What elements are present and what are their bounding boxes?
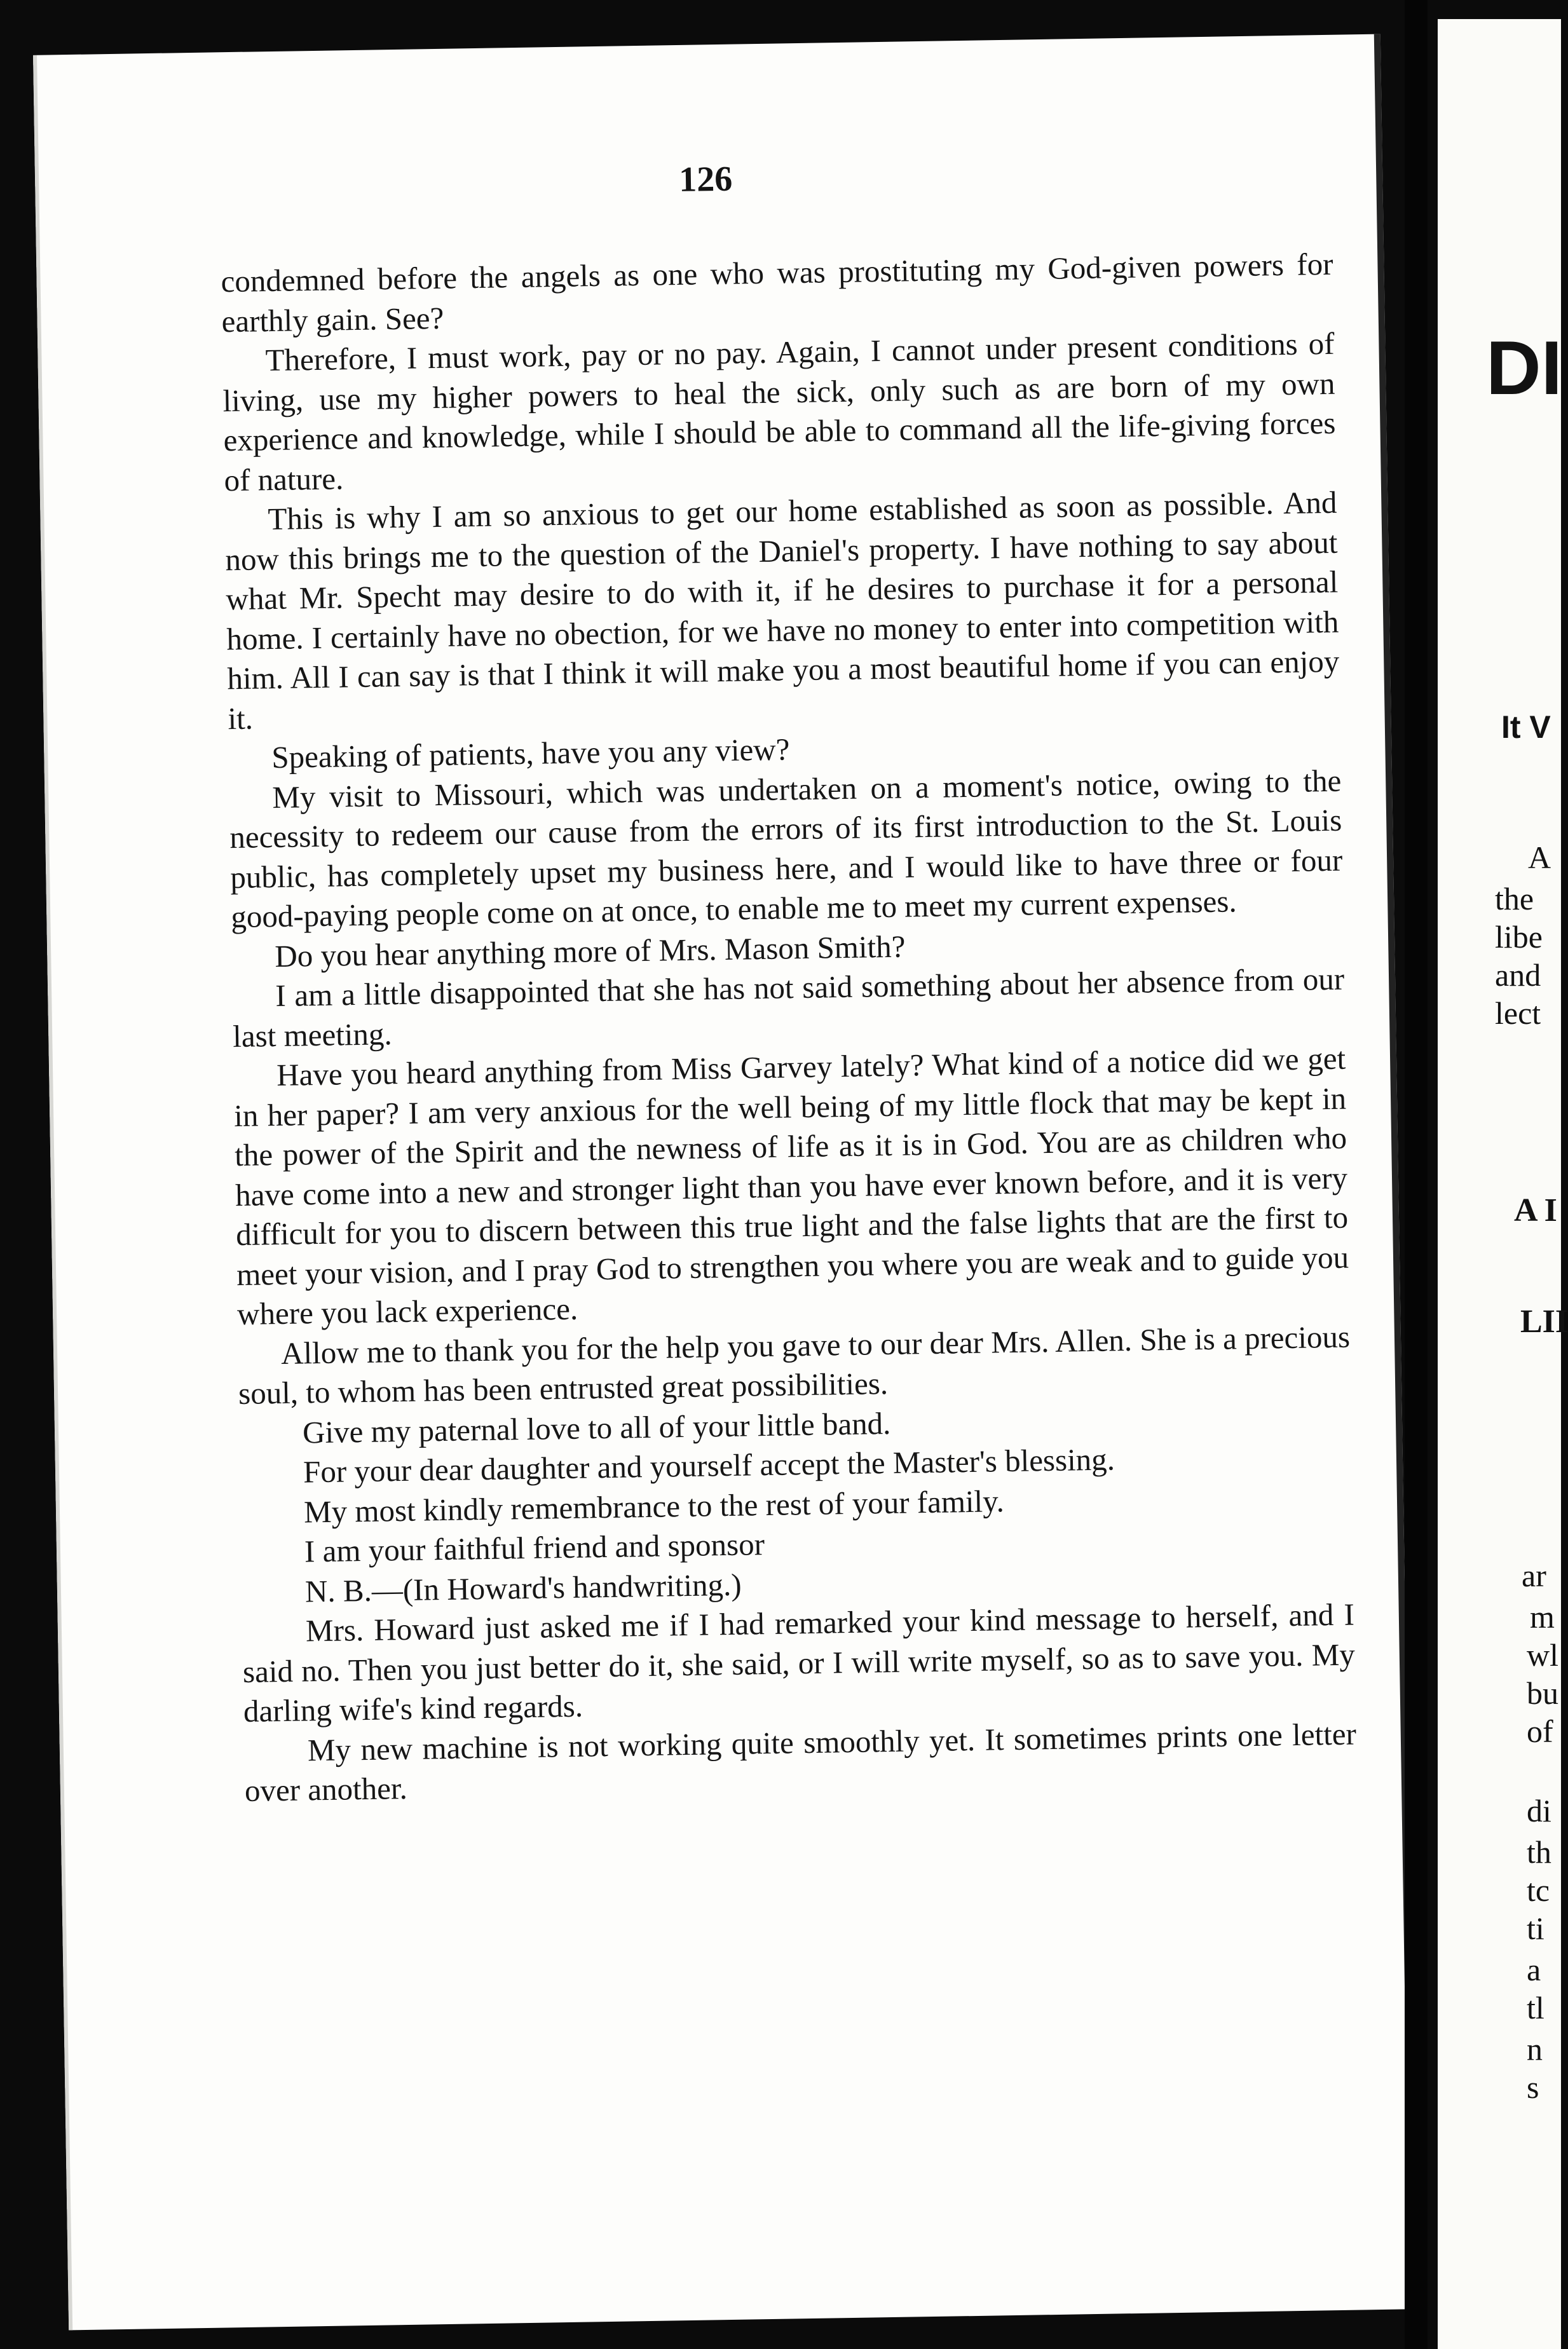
left-page bbox=[33, 34, 1416, 2331]
paragraph: Do you hear anything more of Mrs. Mason Smith? bbox=[274, 928, 906, 974]
right-page-subheading-fragment: A I bbox=[1514, 1192, 1557, 1229]
right-page-text-fragment: th bbox=[1527, 1834, 1551, 1870]
right-page-text-fragment: ti bbox=[1527, 1910, 1544, 1946]
right-page-text-fragment: and bbox=[1495, 957, 1541, 993]
body-text bbox=[221, 245, 1357, 1811]
closing-line: For your dear daughter and yourself accept the Master's blessing. bbox=[303, 1441, 1115, 1490]
page-number: 126 bbox=[678, 159, 733, 200]
paragraph: Speaking of patients, have you any view? bbox=[271, 732, 790, 775]
right-page-text-fragment: tc bbox=[1527, 1872, 1550, 1908]
page-gutter bbox=[1405, 0, 1428, 2349]
right-page-text-fragment: m bbox=[1530, 1599, 1555, 1635]
right-page-text-fragment: A bbox=[1528, 840, 1551, 875]
closing-line: My most kindly remembrance to the rest of your family. bbox=[303, 1483, 1005, 1529]
right-page bbox=[1438, 19, 1568, 2349]
right-page-subheading-fragment: It V bbox=[1501, 709, 1551, 745]
right-page-text-fragment: n bbox=[1527, 2031, 1543, 2067]
closing-line: I am your faithful friend and sponsor bbox=[304, 1527, 765, 1569]
paragraph: Mrs. Howard just asked me if I had remarked your kind message to herself, and I said no. Then you just better do it, she said, or I will write myself, so as to save you. My darling wife's kind regards. bbox=[242, 1597, 1356, 1729]
right-page-text-fragment: a bbox=[1527, 1952, 1541, 1987]
right-page-text-fragment: of bbox=[1527, 1713, 1553, 1749]
right-page-text-fragment: tl bbox=[1527, 1990, 1544, 2026]
right-page-text-fragment: ar bbox=[1522, 1558, 1546, 1593]
right-page-text-fragment: wl bbox=[1527, 1637, 1558, 1673]
right-page-subheading-fragment: LII bbox=[1520, 1304, 1568, 1340]
right-page-heading-fragment: DI bbox=[1486, 325, 1562, 411]
paragraph: My new machine is not working quite smoothly yet. It sometimes prints one letter over another. bbox=[244, 1716, 1357, 1808]
paragraph: condemned before the angels as one who was prostituting my God-given powers for earthly gain. See? bbox=[221, 246, 1333, 339]
paragraph: Have you heard anything from Miss Garvey lately? What kind of a notice did we get in her paper? I am very anxious for the well being of my little flock that may be kept in the power of the Spirit and the newness of life as it is in God. You are as children who have come into a new and stronger light than you have ever known before, and it is very difficult for you to discern between this true light and the false lights that are the first to meet your vision, and I pray God to strengthen you where you are weak and to guide you where you lack experience. bbox=[233, 1040, 1349, 1332]
right-page-text-fragment: lect bbox=[1495, 995, 1541, 1031]
right-page-text-fragment: the bbox=[1495, 881, 1534, 916]
paragraph: Therefore, I must work, pay or no pay. Again, I cannot under present conditions of living, use my higher powers to heal the sick, only such as are born of my own experience and knowledge, while I should be able to command all the life-giving forces of nature. bbox=[222, 325, 1336, 498]
paragraph: I am a little disappointed that she has not said something about her absence from our last meeting. bbox=[232, 961, 1345, 1054]
paragraph: Allow me to thank you for the help you gave to our dear Mrs. Allen. She is a precious soul, to whom has been entrusted great possibilities. bbox=[238, 1319, 1351, 1412]
closing-line: Give my paternal love to all of your little band. bbox=[302, 1405, 891, 1450]
postscript-heading: N. B.—(In Howard's handwriting.) bbox=[304, 1567, 742, 1609]
paragraph: My visit to Missouri, which was undertaken on a moment's notice, owing to the necessity to redeem our cause from the errors of its first introduction to the St. Louis public, has completely upset my business here, and I would like to have three or four good-paying people come on at once, to enable me to meet my current expenses. bbox=[229, 763, 1343, 935]
paragraph: This is why I am so anxious to get our home established as soon as possible. And now this brings me to the question of the Daniel's property. I have nothing to say about what Mr. Specht may desire to do with it, if he desires to purchase it for a personal home. I certainly have no obection, for we have no money to enter into competition with him. All I can say is that I think it will make you a most beautiful home if you can enjoy it. bbox=[225, 484, 1340, 736]
right-page-text-fragment: di bbox=[1527, 1793, 1551, 1828]
right-page-text-fragment: s bbox=[1527, 2069, 1539, 2105]
right-page-text-fragment: libe bbox=[1495, 919, 1543, 955]
right-page-text-fragment: bu bbox=[1527, 1675, 1558, 1711]
